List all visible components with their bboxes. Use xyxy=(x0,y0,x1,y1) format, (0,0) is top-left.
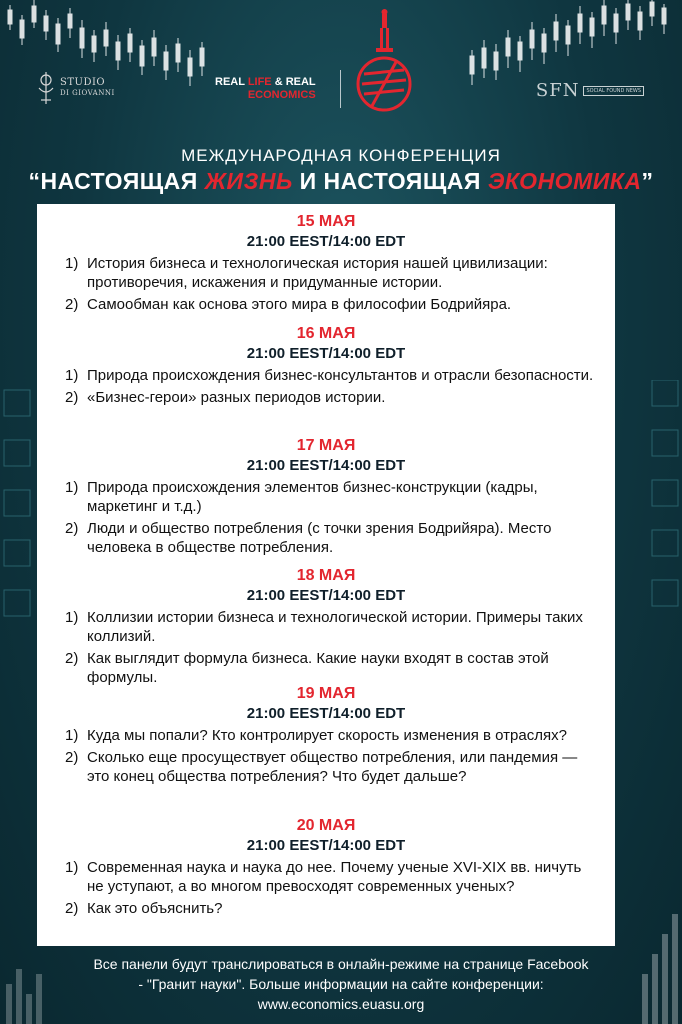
item-text: «Бизнес-герои» разных периодов истории. xyxy=(87,389,386,406)
item-number: 2) xyxy=(65,296,79,313)
item-number: 2) xyxy=(65,650,79,667)
brand-economics: ECONOMICS xyxy=(247,89,316,101)
item-text: Как это объяснить? xyxy=(87,900,223,917)
item-number: 2) xyxy=(65,900,79,917)
title-part-1: “НАСТОЯЩАЯ xyxy=(28,168,205,194)
item-text: Природа происхождения элементов бизнес-конструкции (кадры, маркетинг и т.д.) xyxy=(87,479,538,515)
schedule-day xyxy=(37,566,615,687)
agenda-item xyxy=(37,726,615,745)
day-date: 16 МАЯ xyxy=(296,325,356,342)
brand-real-1: REAL xyxy=(215,76,248,88)
item-text: Люди и общество потребления (с точки зрения Бодрийяра). Место человека в обществе потребления. xyxy=(87,520,552,556)
grid-decoration-right xyxy=(622,380,682,640)
day-time: 21:00 EEST/14:00 EDT xyxy=(246,587,406,604)
sfn-logo xyxy=(536,80,644,101)
agenda-item xyxy=(37,254,615,292)
item-number: 1) xyxy=(65,367,79,384)
agenda-item xyxy=(37,858,615,896)
day-date: 18 МАЯ xyxy=(296,567,356,584)
item-number: 1) xyxy=(65,255,79,272)
studio-emblem-icon xyxy=(36,70,56,106)
day-time: 21:00 EEST/14:00 EDT xyxy=(246,345,406,362)
item-number: 2) xyxy=(65,520,79,537)
item-number: 1) xyxy=(65,727,79,744)
item-text: История бизнеса и технологическая история нашей цивилизации: противоречия, искажения и придуманные истории. xyxy=(87,255,548,291)
item-number: 2) xyxy=(65,749,79,766)
item-text: Природа происхождения бизнес-консультантов и отрасли безопасности. xyxy=(87,367,594,384)
day-time: 21:00 EEST/14:00 EDT xyxy=(246,705,406,722)
brand-wordmark xyxy=(215,76,316,102)
title-part-economics: ЭКОНОМИКА xyxy=(487,168,642,194)
conference-website-link[interactable]: www.economics.euasu.org xyxy=(257,996,425,1012)
agenda-item xyxy=(37,366,615,385)
item-number: 1) xyxy=(65,859,79,876)
title-part-3: И НАСТОЯЩАЯ xyxy=(292,168,488,194)
studio-logo-sub: DI GIOVANNI xyxy=(60,89,115,97)
day-date: 17 МАЯ xyxy=(296,437,356,454)
day-date: 20 МАЯ xyxy=(296,817,356,834)
item-text: Куда мы попали? Кто контролирует скорость изменения в отраслях? xyxy=(87,727,567,744)
brand-life: LIFE xyxy=(247,76,272,88)
footer-info xyxy=(0,954,682,1014)
schedule-day xyxy=(37,324,615,407)
day-time: 21:00 EEST/14:00 EDT xyxy=(246,233,406,250)
item-text: Коллизии истории бизнеса и технологической истории. Примеры таких коллизий. xyxy=(87,609,583,645)
item-text: Сколько еще просуществует общество потребления, или пандемия — это конец общества потребления? Что будет дальше? xyxy=(87,749,578,785)
sfn-logo-sub: SOCIAL FOUND NEWS xyxy=(583,86,644,96)
candlestick-decoration-left xyxy=(0,0,230,95)
brand-real-2: & REAL xyxy=(271,76,316,88)
schedule-day xyxy=(37,684,615,786)
item-number: 2) xyxy=(65,389,79,406)
agenda-item xyxy=(37,608,615,646)
schedule-day xyxy=(37,436,615,557)
footer-line1: Все панели будут транслироваться в онлайн-режиме на странице Facebook xyxy=(93,956,589,972)
agenda-item xyxy=(37,519,615,557)
footer-line2: - "Гранит науки". Больше информации на сайте конференции: xyxy=(138,976,544,992)
sfn-logo-name: SFN xyxy=(535,80,580,101)
schedule-day xyxy=(37,212,615,314)
day-date: 19 МАЯ xyxy=(296,685,356,702)
studio-logo xyxy=(36,68,115,108)
agenda-item xyxy=(37,295,615,314)
agenda-item xyxy=(37,748,615,786)
agenda-item xyxy=(37,478,615,516)
item-number: 1) xyxy=(65,479,79,496)
globe-figure-icon xyxy=(356,8,412,118)
day-time: 21:00 EEST/14:00 EDT xyxy=(246,837,406,854)
agenda-item xyxy=(37,899,615,918)
day-date: 15 МАЯ xyxy=(296,213,356,230)
item-text: Как выглядит формула бизнеса. Какие науки входят в состав этой формулы. xyxy=(87,650,549,686)
studio-logo-name: STUDIO xyxy=(60,77,106,88)
day-time: 21:00 EEST/14:00 EDT xyxy=(246,457,406,474)
item-text: Современная наука и наука до нее. Почему ученые XVI-XIX вв. ничуть не уступают, а во многом превосходят современных ученых? xyxy=(87,859,582,895)
brand-divider xyxy=(340,70,341,108)
item-text: Самообман как основа этого мира в философии Бодрийяра. xyxy=(87,296,512,313)
schedule-day xyxy=(37,816,615,918)
schedule-card xyxy=(37,204,615,946)
conference-title-line2 xyxy=(0,168,682,195)
conference-title-line1: МЕЖДУНАРОДНАЯ КОНФЕРЕНЦИЯ xyxy=(181,146,501,165)
title-part-life: ЖИЗНЬ xyxy=(204,168,293,194)
agenda-item xyxy=(37,388,615,407)
agenda-item xyxy=(37,649,615,687)
title-part-5: ” xyxy=(641,168,654,194)
item-number: 1) xyxy=(65,609,79,626)
